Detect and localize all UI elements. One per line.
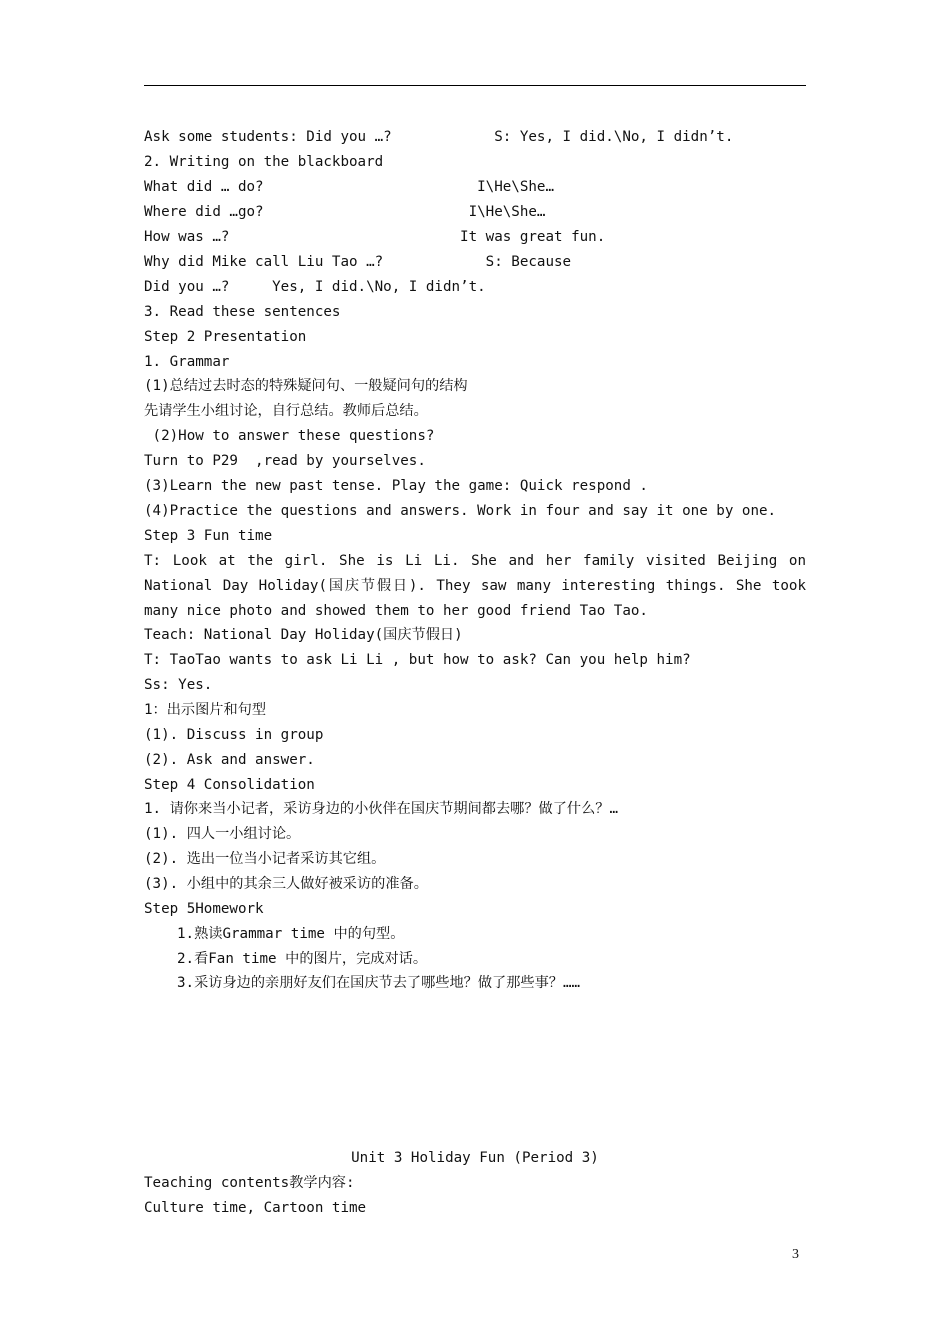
text-line: T: TaoTao wants to ask Li Li , but how to ask? Can you help him?: [144, 652, 691, 668]
text-line: 2.看Fan time 中的图片，完成对话。: [177, 951, 428, 967]
text-line: Teach: National Day Holiday(国庆节假日): [144, 627, 463, 643]
header-rule: [144, 85, 806, 86]
text-line: 1.熟读Grammar time 中的句型。: [177, 926, 405, 942]
text-line: Step 4 Consolidation: [144, 777, 315, 793]
text-line: (4)Practice the questions and answers. Work in four and say it one by one.: [144, 503, 777, 519]
text-line: 1. 请你来当小记者，采访身边的小伙伴在国庆节期间都去哪？做了什么？…: [144, 801, 618, 817]
text-line: Ss: Yes.: [144, 677, 213, 693]
text-line: 3.采访身边的亲朋好友们在国庆节去了哪些地？做了那些事？……: [177, 975, 581, 991]
text-line: (2)How to answer these questions?: [144, 428, 435, 444]
text-line: (1)总结过去时态的特殊疑问句、一般疑问句的结构: [144, 378, 468, 394]
text-line: Where did …go? I\He\She…: [144, 204, 546, 220]
text-line: What did … do? I\He\She…: [144, 179, 554, 195]
text-line: 1. Grammar: [144, 354, 230, 370]
text-line: 2. Writing on the blackboard: [144, 154, 384, 170]
text-line: (2). 选出一位当小记者采访其它组。: [144, 851, 386, 867]
text-line: (1). 四人一小组讨论。: [144, 826, 301, 842]
text-line: National Day Holiday(国庆节假日). They saw many interesting things. She took: [144, 578, 806, 594]
section-title: Unit 3 Holiday Fun (Period 3): [351, 1150, 599, 1166]
text-line: 3. Read these sentences: [144, 304, 341, 320]
text-line: Step 2 Presentation: [144, 329, 307, 345]
text-line: Step 5Homework: [144, 901, 264, 917]
text-line: Did you …? Yes, I did.\No, I didn’t.: [144, 279, 486, 295]
text-line: (2). Ask and answer.: [144, 752, 315, 768]
text-line: 先请学生小组讨论，自行总结。教师后总结。: [144, 403, 428, 419]
teaching-contents-value: Culture time, Cartoon time: [144, 1200, 367, 1216]
text-line: many nice photo and showed them to her good friend Tao Tao.: [144, 603, 648, 619]
text-line: Turn to P29 ,read by yourselves.: [144, 453, 426, 469]
text-line: How was …? It was great fun.: [144, 229, 606, 245]
text-line: Why did Mike call Liu Tao …? S: Because: [144, 254, 572, 270]
text-line: T: Look at the girl. She is Li Li. She and her family visited Beijing on: [144, 553, 806, 569]
text-line: Step 3 Fun time: [144, 528, 273, 544]
teaching-contents-label: Teaching contents教学内容:: [144, 1175, 355, 1191]
text-line: (1). Discuss in group: [144, 727, 324, 743]
text-line: (3)Learn the new past tense. Play the game: Quick respond .: [144, 478, 648, 494]
page-number: 3: [792, 1247, 799, 1262]
text-line: 1：出示图片和句型: [144, 702, 267, 718]
text-line: Ask some students: Did you …? S: Yes, I did.\No, I didn’t.: [144, 129, 734, 145]
text-line: (3). 小组中的其余三人做好被采访的准备。: [144, 876, 428, 892]
